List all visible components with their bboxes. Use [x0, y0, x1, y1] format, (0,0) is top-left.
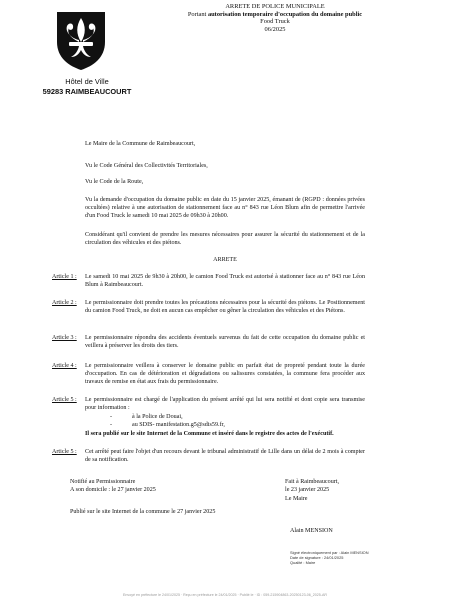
decree-subject: Portant autorisation temporaire d'occupation du domaine public	[187, 10, 363, 18]
municipal-coat-of-arms-logo	[55, 10, 107, 72]
decree-topic: Food Truck	[260, 18, 290, 26]
publication-notice: Il sera publié sur le site Internet de la Commune et inséré dans le registre des actes de l'exécutif.	[85, 431, 334, 437]
list-item: - à la Police de Douai,	[110, 414, 183, 420]
signature-quality: Qualité : Maire	[290, 560, 316, 565]
article-label: Article 3 :	[52, 335, 77, 341]
issuer-block	[32, 77, 142, 97]
article-text: Le permissionnaire doit prendre toutes les précautions nécessaires pour la sécurité des piétons. Le Positionnement du camion Food Truck, ne doit en aucun cas empêcher ou gêner la circulation des véhicules et des Piétons.	[85, 300, 365, 314]
list-item: - au SDIS- manifestation.g5@sdis59.fr,	[110, 422, 225, 428]
article-text: Cet arrêté peut faire l'objet d'un recours devant le tribunal administratif de Lille dans un délai de 2 mois à compter de sa notification.	[85, 449, 365, 463]
signature-signer: Signé électroniquement par : Alain MENSION	[290, 550, 369, 555]
article-text: Le permissionnaire est chargé de l'application du présent arrêté qui lui sera notifié et dont copie sera transmise pour information :	[85, 397, 365, 411]
legal-basis-code-route: Vu le Code de la Route,	[85, 179, 144, 185]
article-label: Article 2 :	[52, 300, 77, 306]
mayor-name: Alain MENSION	[290, 528, 333, 534]
mayor-line: Le Maire de la Commune de Raimbeaucourt,	[85, 141, 196, 147]
considerant-paragraph: Considérant qu'il convient de prendre les mesures nécessaires pour assurer la sécurité du stationnement et de la circulation des véhicules et des piétons.	[85, 232, 365, 246]
decree-title: ARRETE DE POLICE MUNICIPALE	[225, 3, 325, 10]
made-at-line: Fait à Raimbeaucourt,	[285, 479, 339, 485]
prefecture-footer: Envoyé en préfecture le 24/01/2025 · Reçu en préfecture le 24/01/2025 · Publié le · ID : 059-215904863-20250123-06_2025-AR	[123, 593, 327, 597]
mayor-role: Le Maire	[285, 496, 308, 502]
article-text: Le samedi 10 mai 2025 de 9h30 à 20h00, le camion Food Truck est autorisé à stationner face au n° 843 rue Léon Blum à Raimbeaucourt.	[85, 274, 365, 288]
notified-line: Notifié au Permissionnaire	[70, 479, 136, 485]
article-label: Article 5 :	[52, 397, 77, 403]
article-text: Le permissionnaire veillera à conserver le domaine public en parfait état de propreté pendant toute la durée d'occupation. En cas de détérioration et dégradations ou salissures constatées, la commune fera procéder aux travaux de remise en état aux frais du permissionnaire.	[85, 363, 365, 385]
decree-header	[185, 3, 365, 33]
town-postcode-city: 59283 RAIMBEAUCOURT	[42, 87, 132, 96]
legal-basis-cgct: Vu le Code Général des Collectivités Territoriales,	[85, 163, 208, 169]
electronic-signature-block	[290, 550, 420, 565]
signature-date: Date de signature : 24/01/2025	[290, 555, 344, 560]
town-hall-label: Hôtel de Ville	[65, 77, 109, 86]
article-label: Article 1 :	[52, 274, 77, 280]
notified-home-line: A son domicile : le 27 janvier 2025	[70, 487, 156, 493]
request-paragraph: Vu la demande d'occupation du domaine public en date du 15 janvier 2025, émanant de (RGPD : données privées occultées) relative à une autorisation de stationnement face au n° 843 rue Léon Blum afin de permettre l'arrivée d'un Food Truck le samedi 10 mai 2025 de 09h30 à 20h00.	[85, 197, 365, 219]
distribution-list	[110, 413, 350, 429]
signature-date-line: le 23 janvier 2025	[285, 487, 330, 493]
article-text: Le permissionnaire répondra des accidents éventuels survenus du fait de cette occupation du domaine public et veillera à préserver les droits des tiers.	[85, 335, 365, 349]
arrete-heading: ARRETE	[213, 257, 237, 263]
article-label: Article 5 :	[52, 449, 77, 455]
decree-number: 06/2025	[264, 25, 286, 33]
publication-date-line: Publié sur le site Internet de la commune le 27 janvier 2025	[70, 509, 216, 515]
article-label: Article 4 :	[52, 363, 77, 369]
